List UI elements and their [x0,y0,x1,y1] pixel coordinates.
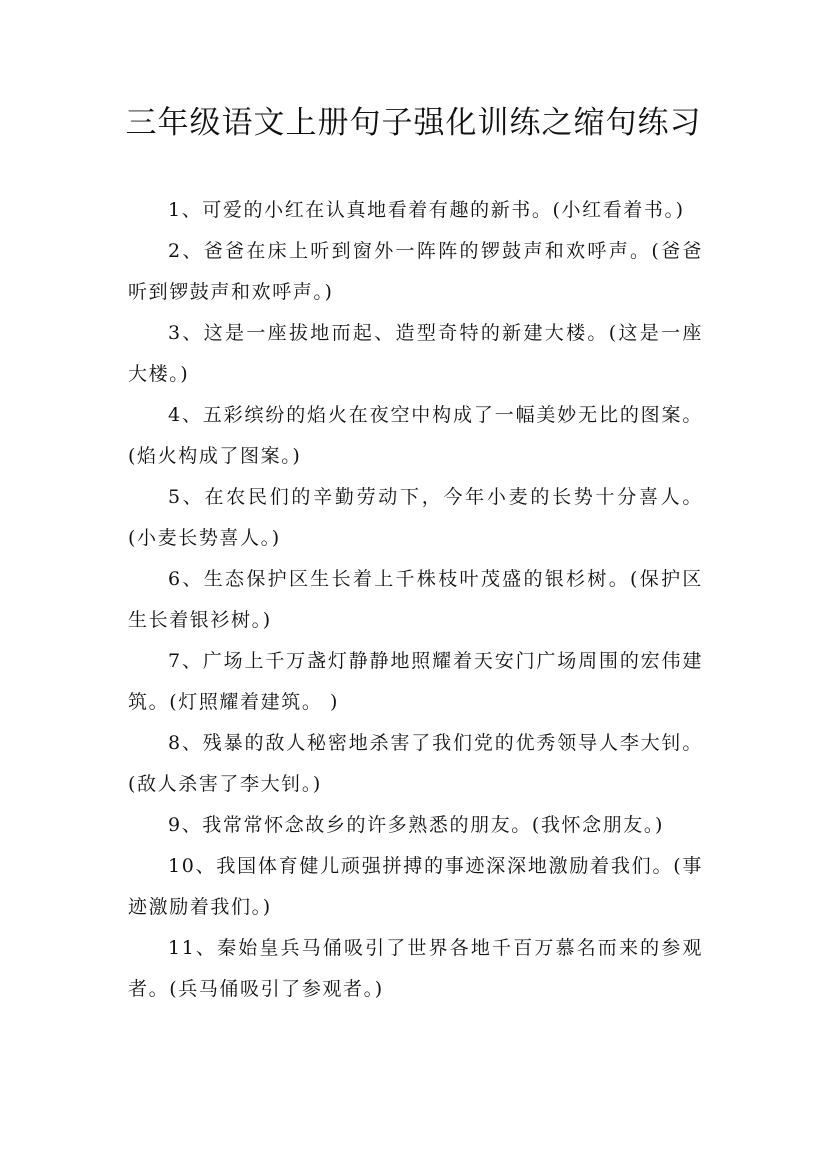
exercise-item-2: 2、爸爸在床上听到窗外一阵阵的锣鼓声和欢呼声。(爸爸听到锣鼓声和欢呼声。) [128,240,703,303]
exercise-item-6: 6、生态保护区生长着上千株枝叶茂盛的银杉树。(保护区生长着银衫树。) [128,568,703,631]
exercise-item-11: 11、秦始皇兵马俑吸引了世界各地千百万慕名而来的参观者。(兵马俑吸引了参观者。) [128,937,703,1000]
exercise-item-8: 8、残暴的敌人秘密地杀害了我们党的优秀领导人李大钊。(敌人杀害了李大钊。) [128,732,703,795]
exercise-item-7: 7、广场上千万盏灯静静地照耀着天安门广场周围的宏伟建筑。(灯照耀着建筑。 ) [128,650,703,713]
exercise-item-1: 1、可爱的小红在认真地看着有趣的新书。(小红看着书。) [168,199,685,221]
exercise-item-5: 5、在农民们的辛勤劳动下，今年小麦的长势十分喜人。(小麦长势喜人。) [128,486,703,549]
exercise-item-9: 9、我常常怀念故乡的许多熟悉的朋友。(我怀念朋友。) [168,814,665,836]
page-title: 三年级语文上册句子强化训练之缩句练习 [125,105,702,141]
exercise-item-4: 4、五彩缤纷的焰火在夜空中构成了一幅美妙无比的图案。(焰火构成了图案。) [128,404,703,467]
exercise-list [128,190,703,1010]
exercise-item-3: 3、这是一座拔地而起、造型奇特的新建大楼。(这是一座大楼。) [128,322,703,385]
exercise-item-10: 10、我国体育健儿顽强拼搏的事迹深深地激励着我们。(事迹激励着我们。) [128,855,703,918]
